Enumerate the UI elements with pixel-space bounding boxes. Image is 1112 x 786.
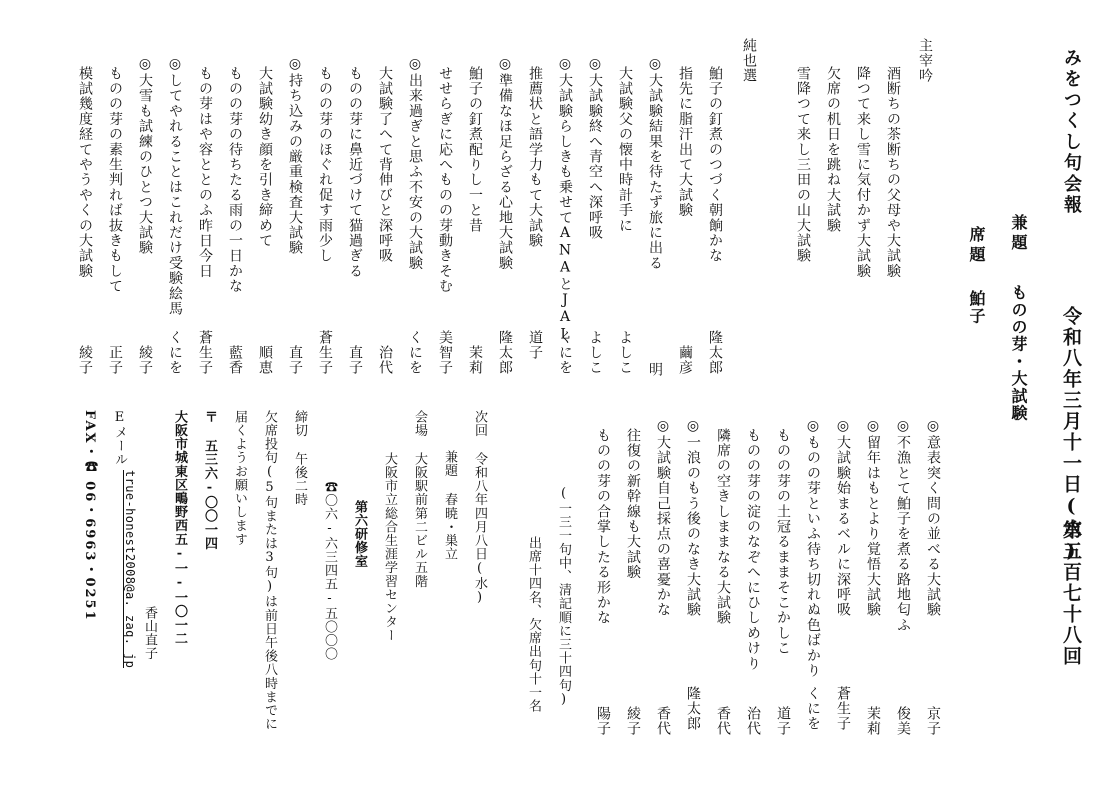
haiku-text: ◎大試験自己採点の喜憂かな: [655, 418, 671, 618]
haiku-author: 蒼生子: [317, 330, 333, 376]
haiku-author: 直子: [287, 345, 303, 376]
haiku-text: せせらぎに応へものの芽動きそむ: [437, 66, 453, 294]
haiku-author: 美智子: [437, 330, 453, 376]
haiku-text: ものの芽のほぐれ促す雨少し: [317, 66, 333, 264]
haiku-text: ◎一浪のもう後のなき大試験: [685, 418, 701, 618]
venue-phone: ☎〇六-六三四五-五〇〇〇: [322, 480, 337, 661]
haiku-text: 指先に脂汗出て大試験: [677, 66, 693, 218]
deadline-time: 午後二時: [292, 452, 307, 507]
junya-label: 純也選: [741, 38, 757, 84]
haiku-author: 蒼生子: [197, 330, 213, 376]
haiku-text: ◎大試験始まるベルに深呼吸: [835, 418, 851, 618]
haiku-author: くにを: [805, 686, 821, 732]
haiku-text: 往復の新幹線も大試験: [625, 428, 641, 580]
sekidai-value: 鮊子: [967, 290, 986, 325]
haiku-text: ◎不漁とて鮊子を煮る路地匂ふ: [895, 418, 911, 633]
haiku-text: ◎意表突く問の並べる大試験: [925, 418, 941, 618]
absent-note-1: 欠席投句(5句または3句)は前日午後八時までに: [262, 410, 277, 731]
haiku-author: 道子: [775, 706, 791, 737]
absent-note-2: 届くようお願いします: [232, 410, 247, 546]
haiku-text: ものの芽の土冠るままそこかしこ: [775, 428, 791, 656]
haiku-text: 模試幾度経てやうやくの大試験: [77, 66, 93, 279]
email-address[interactable]: true-honest2008@a. zaq. jp: [123, 470, 137, 669]
haiku-author: くにを: [167, 330, 183, 376]
venue-line-2: 大阪市立総合生涯学習センター: [382, 452, 397, 643]
haiku-text: ものの芽の合掌したる形かな: [595, 428, 611, 626]
haiku-author: 茉莉: [467, 345, 483, 376]
next-kendai: 兼題 春暁・巣立: [442, 450, 457, 561]
count-note: (一三一句中、清記順に三十四句): [556, 486, 571, 708]
haiku-text: 隣席の空きしままなる大試験: [715, 428, 731, 626]
haiku-author: 正子: [107, 345, 123, 376]
haiku-text: 大試験了へて背伸びと深呼吸: [377, 66, 393, 264]
haiku-text: 大試験幼き顔を引き締めて: [257, 66, 273, 249]
haiku-author: 隆太郎: [497, 330, 513, 376]
haiku-author: 治代: [377, 345, 393, 376]
haiku-author: 綾子: [625, 706, 641, 737]
haiku-text: ◎大試験結果を待たず旅に出る: [647, 56, 663, 271]
haiku-text: ◎してやれることはこれだけ受験絵馬: [167, 56, 183, 317]
shusai-haiku: 酒断ちの茶断ちの父母や大試験: [885, 66, 901, 279]
haiku-author: 茉莉: [865, 706, 881, 737]
haiku-author: 明: [647, 362, 663, 378]
haiku-text: 大試験父の懐中時計手に: [617, 66, 633, 234]
haiku-text: ものの芽に鼻近づけて猫過ぎる: [347, 66, 363, 279]
haiku-author: 道子: [527, 330, 543, 361]
next-date: 令和八年四月八日(水): [472, 452, 487, 606]
shusai-haiku: 欠席の机日を跳ね大試験: [825, 66, 841, 234]
shusai-haiku: 雪降つて来し三田の山大試験: [795, 66, 811, 264]
deadline-label: 締切: [292, 410, 307, 438]
haiku-author: 俊美: [895, 706, 911, 737]
haiku-author: 綾子: [77, 345, 93, 376]
haiku-text: ◎大雪も試練のひとつ大試験: [137, 56, 153, 256]
haiku-author: 直子: [347, 345, 363, 376]
issue-date: 令和八年三月十一日(水): [1060, 306, 1082, 564]
email-label: Eメール: [112, 410, 127, 467]
haiku-text: ◎出来過ぎと思ふ不安の大試験: [407, 56, 423, 271]
haiku-text: ものの芽の素生判れば抜きもして: [107, 66, 123, 294]
shusai-label: 主宰吟: [917, 38, 933, 84]
sekidai-label: 席題: [967, 226, 986, 266]
haiku-author: 陽子: [595, 706, 611, 737]
contact-name: 香山直子: [142, 606, 157, 661]
address: 大阪市城東区鴫野西五-一-一〇一二: [172, 410, 187, 646]
haiku-text: ものの芽の待ちたる雨の一日かな: [227, 66, 243, 294]
issue-number: 第五百七十八回: [1060, 520, 1082, 667]
next-label: 次回: [472, 410, 487, 438]
haiku-text: ◎持ち込みの厳重検査大試験: [287, 56, 303, 256]
haiku-author: 京子: [925, 706, 941, 737]
postal-code: 〒 五三六-〇〇一四: [202, 410, 217, 550]
haiku-text: 推薦状と語学力もて大試験: [527, 66, 543, 249]
venue-label: 会場: [412, 410, 427, 438]
venue-line-1: 大阪駅前第二ビル五階: [412, 452, 427, 588]
kendai-value: ものの芽・大試験: [1009, 284, 1028, 422]
haiku-author: 綾子: [137, 345, 153, 376]
fax-phone: FAX・☎ 06・6963・0251: [82, 410, 97, 622]
haiku-author: 順恵: [257, 345, 273, 376]
attendance: 出席十四名、欠席出句十一名: [526, 536, 541, 713]
haiku-author: 香代: [715, 706, 731, 737]
haiku-text: ◎大試験終へ青空へ深呼吸: [587, 56, 603, 241]
haiku-text: ◎留年はもとより覚悟大試験: [865, 418, 881, 618]
haiku-author: 隆太郎: [707, 330, 723, 376]
haiku-text: 鮊子の釘煮のつづく朝餉かな: [707, 66, 723, 264]
report-title: みをつくし句会報: [1061, 48, 1082, 216]
shusai-haiku: 降つて来し雪に気付かず大試験: [855, 66, 871, 279]
haiku-author: 治代: [745, 706, 761, 737]
haiku-author: 香代: [655, 706, 671, 737]
haiku-author: よしこ: [617, 330, 633, 376]
venue-room: 第六研修室: [352, 500, 367, 568]
haiku-text: ◎準備なほ足らざる心地大試験: [497, 56, 513, 271]
kendai-label: 兼題: [1009, 214, 1028, 254]
haiku-text: 鮊子の釘煮配りし一と昔: [467, 66, 483, 234]
haiku-author: くにを: [557, 330, 573, 376]
haiku-text: もの芽はや容ととのふ昨日今日: [197, 66, 213, 279]
haiku-text: ◎ものの芽といふ待ち切れぬ色ばかり: [805, 418, 821, 679]
haiku-author: 繭彦: [677, 345, 693, 376]
haiku-author: 藍香: [227, 345, 243, 376]
haiku-author: よしこ: [587, 330, 603, 376]
haiku-text: ものの芽の淀のなぞへにひしめけり: [745, 428, 761, 672]
haiku-author: 隆太郎: [685, 686, 701, 732]
haiku-author: くにを: [407, 330, 423, 376]
haiku-text: ◎大試験らしきも乗せてANAとJAL: [557, 56, 573, 344]
haiku-author: 蒼生子: [835, 686, 851, 732]
